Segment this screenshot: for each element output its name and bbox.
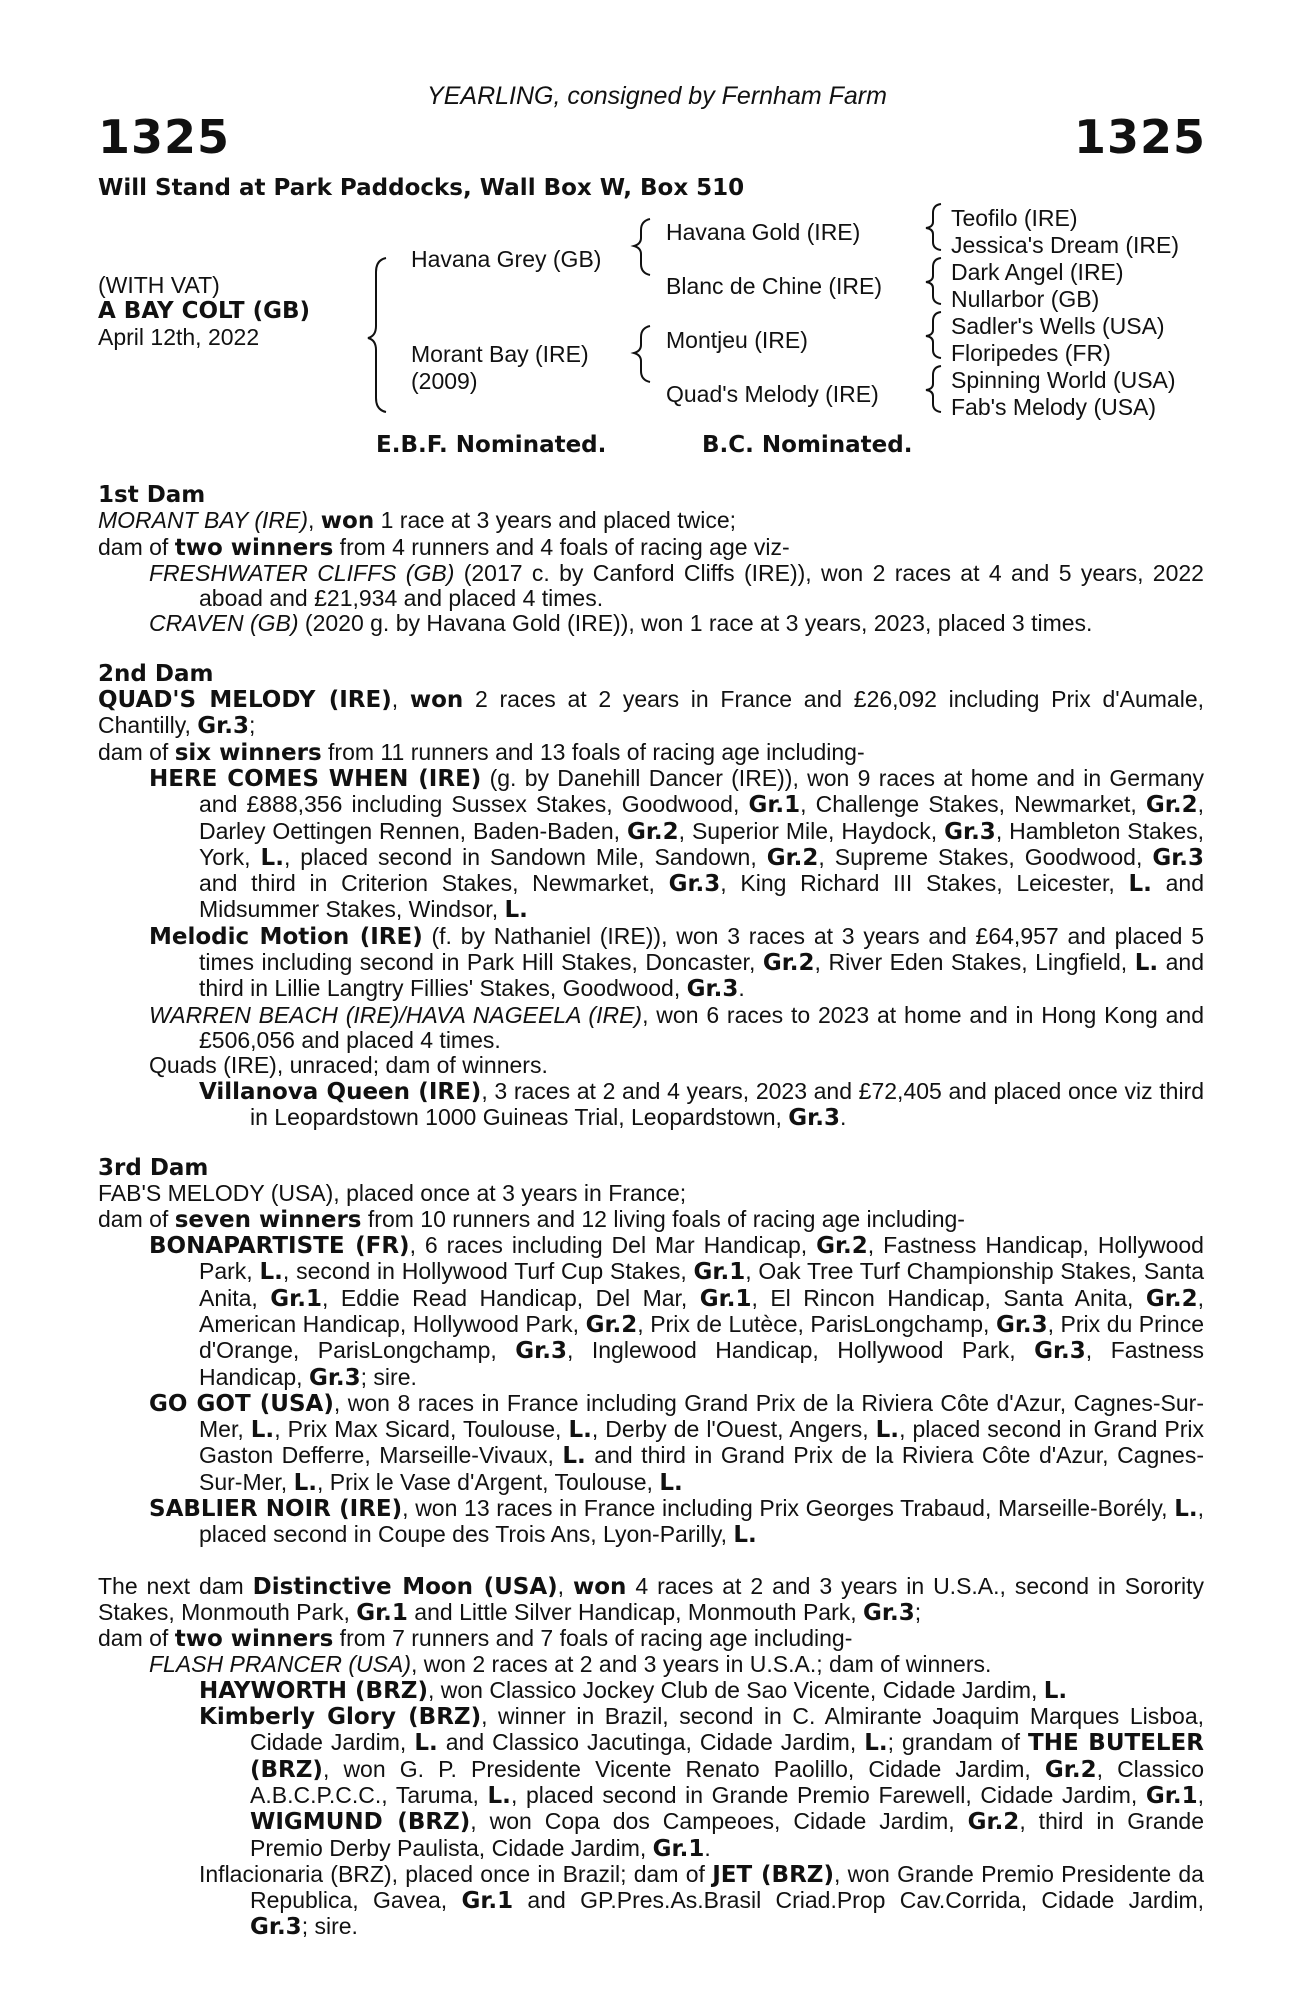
second-dam-heading: 2nd Dam: [98, 660, 214, 687]
pedigree-dam: Morant Bay (IRE): [411, 341, 589, 367]
pedigree-braces: [0, 0, 1314, 420]
pedigree-dds: Spinning World (USA): [951, 367, 1176, 393]
first-dam-produce: dam of two winners from 4 runners and 4 foals of racing age viz-: [98, 533, 790, 561]
next-dam-produce: dam of two winners from 7 runners and 7 foals of racing age including-: [98, 1625, 853, 1653]
grandprogeny-inflacionaria: Inflacionaria (BRZ), placed once in Brazil; dam of JET (BRZ), won Grande Premio Presidente da Republica, Gavea, Gr.1 and GP.Pres.As.Brasil Criad.Prop Cav.Corrida, Cidade Jardim, Gr.3; sire.: [199, 1860, 1204, 1941]
lot-number-left: 1325: [98, 110, 231, 164]
brace-dd: [926, 366, 941, 412]
progeny-flash-prancer: FLASH PRANCER (USA), won 2 races at 2 and 3 years in U.S.A.; dam of winners.: [149, 1651, 992, 1678]
first-dam-line: MORANT BAY (IRE), won 1 race at 3 years and placed twice;: [98, 507, 737, 535]
bc-nomination: B.C. Nominated.: [702, 432, 913, 458]
second-dam-produce: dam of six winners from 11 runners and 13 foals of racing age including-: [98, 738, 865, 766]
brace-sd: [926, 258, 941, 304]
lot-number-right: 1325: [1073, 110, 1206, 164]
pedigree-sds: Dark Angel (IRE): [951, 259, 1124, 285]
pedigree-sdd: Nullarbor (GB): [951, 286, 1100, 312]
horse-dob: April 12th, 2022: [98, 324, 260, 350]
stand-location: Will Stand at Park Paddocks, Wall Box W, Box 510: [98, 175, 745, 201]
progeny-bonapartiste: BONAPARTISTE (FR), 6 races including Del Mar Handicap, Gr.2, Fastness Handicap, Hollywood Park, L., second in Hollywood Turf Cup Stakes, Gr.1, Oak Tree Turf Championship Stakes, Santa Anita, Gr.1, Eddie Read Handicap, Del Mar, Gr.1, El Rincon Handicap, Santa Anita, Gr.2, American Handicap, Hollywood Park, Gr.2, Prix de Lutèce, ParisLongchamp, Gr.3, Prix du Prince d'Orange, ParisLongchamp, Gr.3, Inglewood Handicap, Hollywood Park, Gr.3, Fastness Handicap, Gr.3; sire.: [149, 1232, 1205, 1391]
horse-name: A BAY COLT (GB): [98, 298, 311, 324]
grandprogeny-hayworth: HAYWORTH (BRZ), won Classico Jockey Club de Sao Vicente, Cidade Jardim, L.: [199, 1676, 1068, 1704]
progeny-go-got: GO GOT (USA), won 8 races in France including Grand Prix de la Riviera Côte d'Azur, Cagnes-Sur-Mer, L., Prix Max Sicard, Toulouse, L., Derby de l'Ouest, Angers, L., placed second in Grand Prix Gaston Defferre, Marseille-Vivaux, L. and third in Grand Prix de la Riviera Côte d'Azur, Cagnes-Sur-Mer, L., Prix le Vase d'Argent, Toulouse, L.: [149, 1389, 1205, 1496]
vat-note: (WITH VAT): [98, 272, 220, 298]
progeny-here-comes-when: HERE COMES WHEN (IRE) (g. by Danehill Dancer (IRE)), won 9 races at home and in Germany and £888,356 including Sussex Stakes, Goodwood, Gr.1, Challenge Stakes, Newmarket, Gr.2, Darley Oettingen Rennen, Baden-Baden, Gr.2, Superior Mile, Haydock, Gr.3, Hambleton Stakes, York, L., placed second in Sandown Mile, Sandown, Gr.2, Supreme Stakes, Goodwood, Gr.3 and third in Criterion Stakes, Newmarket, Gr.3, King Richard III Stakes, Leicester, L. and Midsummer Stakes, Windsor, L.: [149, 764, 1205, 924]
brace-sire: [634, 219, 650, 275]
progeny-sablier-noir: SABLIER NOIR (IRE), won 13 races in France including Prix Georges Trabaud, Marseille-Borély, L., placed second in Coupe des Trois Ans, Lyon-Parilly, L.: [149, 1494, 1204, 1549]
pedigree-ss: Havana Gold (IRE): [666, 219, 861, 245]
progeny-craven: CRAVEN (GB) (2020 g. by Havana Gold (IRE)), won 1 race at 3 years, 2023, placed 3 times.: [149, 610, 1093, 637]
pedigree-dd: Quad's Melody (IRE): [666, 381, 879, 407]
next-dam-line: The next dam Distinctive Moon (USA), won 4 races at 2 and 3 years in U.S.A., second in Sorority Stakes, Monmouth Park, Gr.1 and Little Silver Handicap, Monmouth Park, Gr.3;: [98, 1572, 1205, 1626]
progeny-warren-beach: WARREN BEACH (IRE)/HAVA NAGEELA (IRE), won 6 races to 2023 at home and in Hong Kong and £506,056 and placed 4 times.: [149, 1001, 1204, 1053]
second-dam-line: QUAD'S MELODY (IRE), won 2 races at 2 years in France and £26,092 including Prix d'Aumale, Chantilly, Gr.3;: [98, 686, 1205, 740]
third-dam-produce: dam of seven winners from 10 runners and 12 living foals of racing age including-: [98, 1205, 965, 1233]
ebf-nomination: E.B.F. Nominated.: [376, 432, 607, 458]
brace-main: [368, 258, 386, 412]
catalogue-text: [98, 483, 1204, 1941]
grandprogeny-villanova-queen: Villanova Queen (IRE), 3 races at 2 and 4 years, 2023 and £72,405 and placed once viz third in Leopardstown 1000 Guineas Trial, Leopardstown, Gr.3.: [199, 1077, 1204, 1131]
progeny-quads: Quads (IRE), unraced; dam of winners.: [149, 1052, 548, 1079]
progeny-melodic-motion: Melodic Motion (IRE) (f. by Nathaniel (IRE)), won 3 races at 3 years and £64,957 and placed 5 times including second in Park Hill Stakes, Doncaster, Gr.2, River Eden Stakes, Lingfield, L. and third in Lillie Langtry Fillies' Stakes, Goodwood, Gr.3.: [149, 922, 1205, 1003]
pedigree-ds: Montjeu (IRE): [666, 327, 808, 353]
pedigree-ddd: Fab's Melody (USA): [951, 394, 1157, 420]
pedigree-dsd: Floripedes (FR): [951, 340, 1111, 366]
grandprogeny-kimberly-glory: Kimberly Glory (BRZ), winner in Brazil, second in C. Almirante Joaquim Marques Lisboa, Cidade Jardim, L. and Classico Jacutinga, Cidade Jardim, L.; grandam of THE BUTELER (BRZ), won G. P. Presidente Vicente Renato Paolillo, Cidade Jardim, Gr.2, Classico A.B.C.P.C.C., Taruma, L., placed second in Grande Premio Farewell, Cidade Jardim, Gr.1, WIGMUND (BRZ), won Copa dos Campeoes, Cidade Jardim, Gr.2, third in Grande Premio Derby Paulista, Cidade Jardim, Gr.1.: [199, 1703, 1205, 1862]
pedigree-ssd: Jessica's Dream (IRE): [951, 232, 1180, 258]
pedigree-sd: Blanc de Chine (IRE): [666, 273, 883, 299]
pedigree-sss: Teofilo (IRE): [951, 205, 1078, 231]
third-dam-line: FAB'S MELODY (USA), placed once at 3 years in France;: [98, 1180, 687, 1207]
progeny-freshwater-cliffs: FRESHWATER CLIFFS (GB) (2017 c. by Canford Cliffs (IRE)), won 2 races at 4 and 5 years, 2022 aboad and £21,934 and placed 4 times.: [149, 559, 1204, 612]
pedigree-dss: Sadler's Wells (USA): [951, 313, 1165, 339]
brace-dam: [634, 326, 650, 382]
third-dam-heading: 3rd Dam: [98, 1155, 209, 1182]
first-dam-heading: 1st Dam: [98, 482, 206, 508]
pedigree-dam-year: (2009): [411, 368, 478, 394]
brace-ds: [926, 312, 941, 358]
brace-ss: [926, 204, 941, 250]
consignment-header: YEARLING, consigned by Fernham Farm: [427, 82, 887, 110]
pedigree-sire: Havana Grey (GB): [411, 246, 602, 272]
